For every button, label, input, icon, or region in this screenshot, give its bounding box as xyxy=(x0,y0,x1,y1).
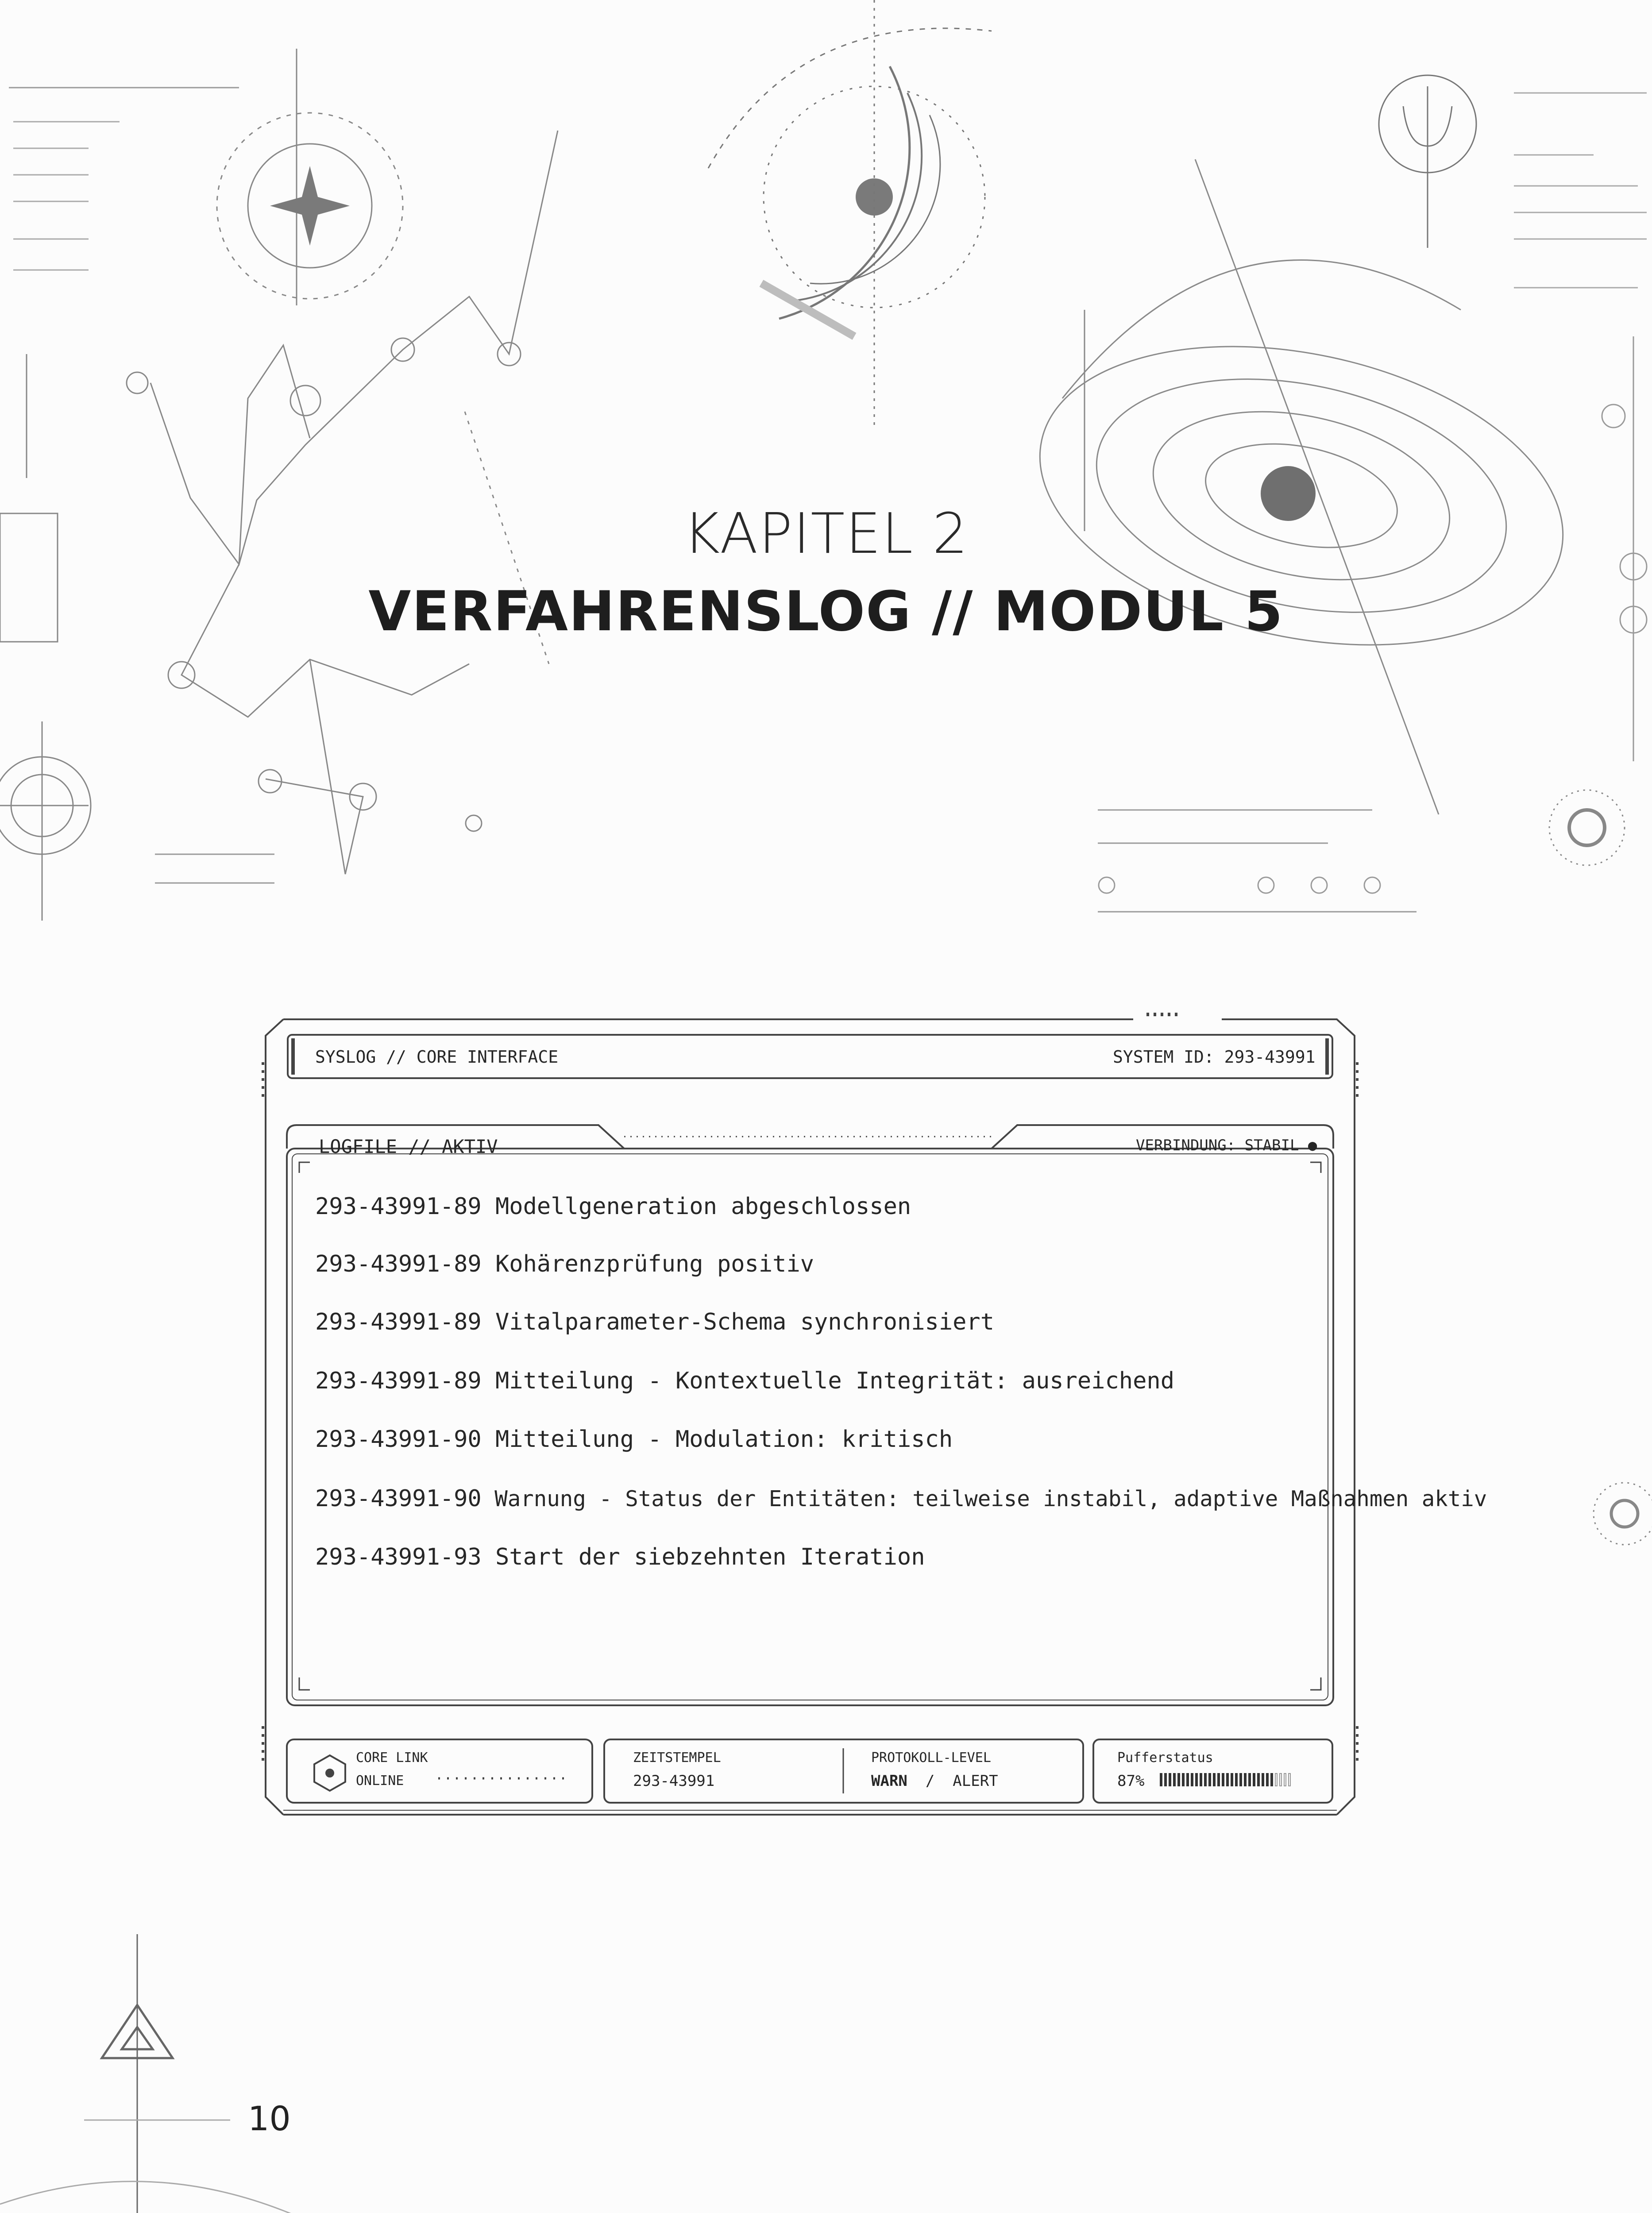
chapter-label: KAPITEL 2 xyxy=(683,501,969,566)
buffer-value: 87% xyxy=(1117,1772,1145,1790)
buffer-segment xyxy=(1262,1773,1264,1786)
log-entry xyxy=(315,1251,814,1277)
buffer-segment xyxy=(1257,1773,1260,1786)
buffer-segment xyxy=(1177,1773,1180,1786)
buffer-segment xyxy=(1244,1773,1247,1786)
buffer-progress-bar xyxy=(1160,1773,1293,1786)
buffer-segment xyxy=(1208,1773,1211,1786)
log-entry-message: Modellgeneration abgeschlossen xyxy=(495,1193,911,1220)
chapter-title: VERFAHRENSLOG // MODUL 5 xyxy=(368,580,1284,644)
timestamp-value: 293-43991 xyxy=(633,1772,715,1790)
log-entry-id: 293-43991-90 xyxy=(315,1485,482,1512)
buffer-segment xyxy=(1169,1773,1171,1786)
timestamp-label: ZEITSTEMPEL xyxy=(633,1750,721,1766)
buffer-segment xyxy=(1200,1773,1202,1786)
log-entry-message: Vitalparameter-Schema synchronisiert xyxy=(495,1309,995,1335)
buffer-segment xyxy=(1173,1773,1176,1786)
log-entry xyxy=(315,1309,994,1335)
log-entry xyxy=(315,1426,953,1453)
protocol-warn: WARN xyxy=(871,1772,907,1790)
buffer-segment xyxy=(1266,1773,1269,1786)
log-entry xyxy=(315,1193,911,1220)
core-link-value: ONLINE xyxy=(356,1773,404,1789)
core-link-label: CORE LINK xyxy=(356,1750,428,1766)
buffer-segment xyxy=(1195,1773,1198,1786)
buffer-segment xyxy=(1191,1773,1193,1786)
buffer-segment xyxy=(1248,1773,1251,1786)
buffer-segment xyxy=(1253,1773,1255,1786)
log-entry-message: Warnung - Status der Entitäten: teilweise instabil, adaptive Maßnahmen aktiv xyxy=(494,1486,1487,1511)
protocol-alert: ALERT xyxy=(953,1772,998,1790)
buffer-segment xyxy=(1279,1773,1282,1786)
log-entry-id: 293-43991-90 xyxy=(315,1426,482,1453)
connection-status: VERBINDUNG: STABIL ● xyxy=(1136,1137,1317,1154)
buffer-segment xyxy=(1186,1773,1189,1786)
page-number: 10 xyxy=(248,2099,291,2138)
log-entry-message: Kohärenzprüfung positiv xyxy=(495,1251,814,1277)
log-entry-id: 293-43991-89 xyxy=(315,1251,482,1277)
log-entry-message: Mitteilung - Modulation: kritisch xyxy=(495,1426,953,1453)
buffer-segment xyxy=(1284,1773,1286,1786)
buffer-segment xyxy=(1217,1773,1220,1786)
system-id: SYSTEM ID: 293-43991 xyxy=(1113,1047,1316,1067)
buffer-label: Pufferstatus xyxy=(1117,1750,1213,1766)
protocol-level-value xyxy=(871,1772,998,1790)
buffer-segment xyxy=(1222,1773,1224,1786)
logfile-title: LOGFILE // AKTIV xyxy=(319,1136,498,1157)
log-entry-message: Start der siebzehnten Iteration xyxy=(495,1544,925,1570)
buffer-segment xyxy=(1213,1773,1216,1786)
syslog-title: SYSLOG // CORE INTERFACE xyxy=(315,1047,559,1067)
buffer-segment xyxy=(1288,1773,1291,1786)
buffer-segment xyxy=(1160,1773,1162,1786)
buffer-segment xyxy=(1164,1773,1167,1786)
buffer-segment xyxy=(1226,1773,1229,1786)
buffer-segment xyxy=(1270,1773,1273,1786)
log-entry xyxy=(315,1485,1487,1512)
buffer-segment xyxy=(1182,1773,1185,1786)
buffer-segment xyxy=(1275,1773,1278,1786)
log-entry-id: 293-43991-89 xyxy=(315,1368,482,1394)
buffer-segment xyxy=(1235,1773,1238,1786)
log-entry-message: Mitteilung - Kontextuelle Integrität: ausreichend xyxy=(495,1368,1175,1394)
protocol-separator: / xyxy=(925,1772,935,1790)
log-entry-id: 293-43991-89 xyxy=(315,1309,482,1335)
log-entry-id: 293-43991-93 xyxy=(315,1544,482,1570)
buffer-segment xyxy=(1239,1773,1242,1786)
log-entry-id: 293-43991-89 xyxy=(315,1193,482,1220)
buffer-segment xyxy=(1231,1773,1233,1786)
log-entry xyxy=(315,1368,1174,1394)
log-entry xyxy=(315,1544,925,1570)
protocol-level-label: PROTOKOLL-LEVEL xyxy=(871,1750,991,1766)
buffer-segment xyxy=(1204,1773,1207,1786)
